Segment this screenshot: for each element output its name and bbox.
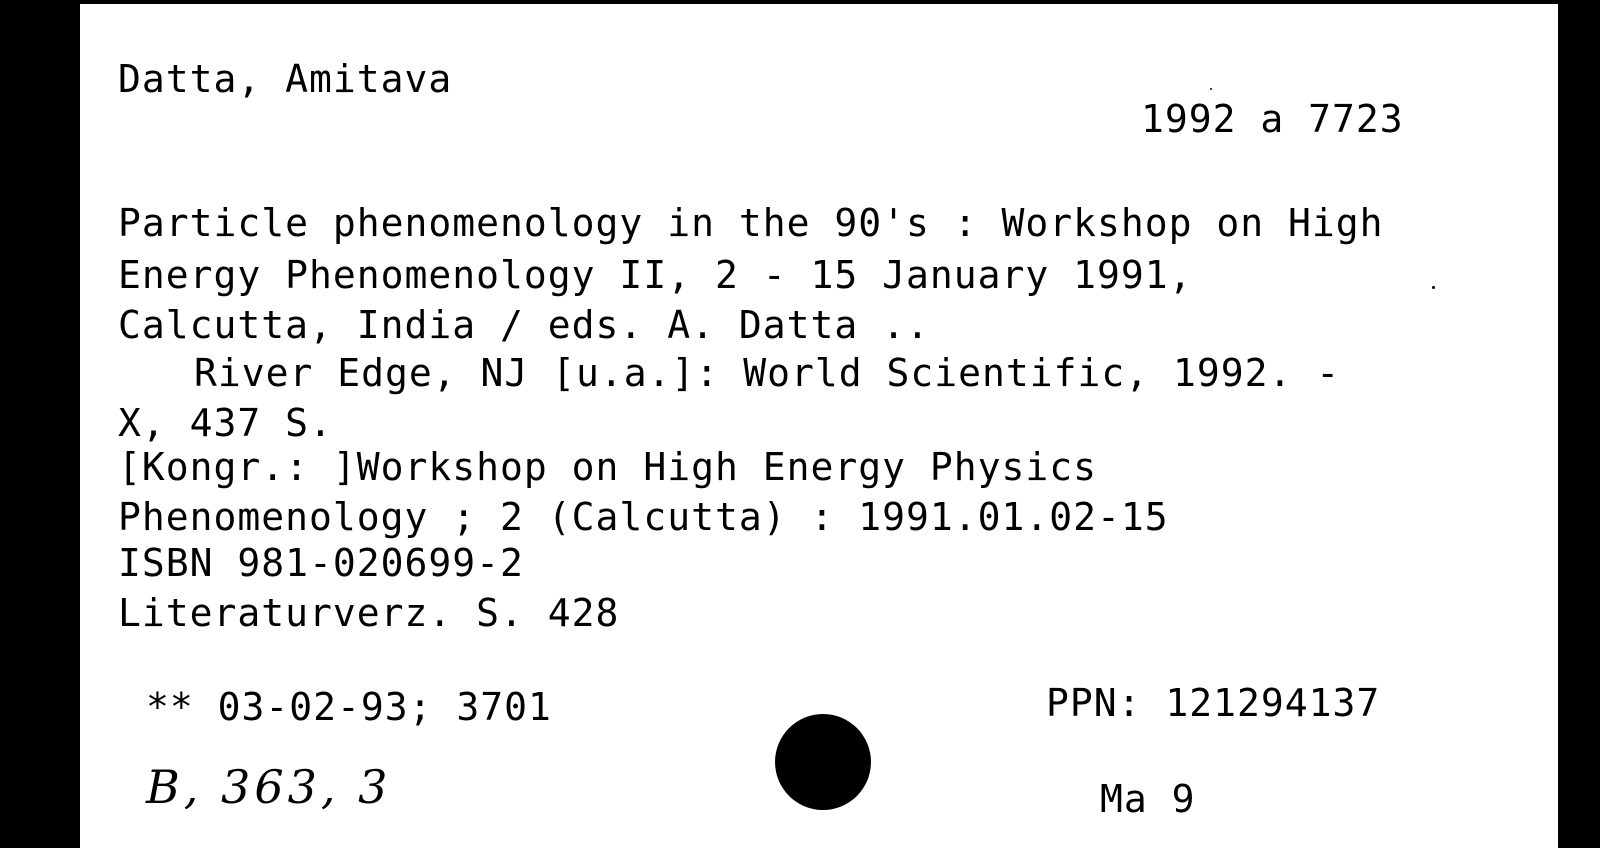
- imprint-line: River Edge, NJ [u.a.]: World Scientific, 1992. -: [194, 351, 1341, 395]
- accession-line: ** 03-02-93; 3701: [146, 685, 552, 729]
- conference-line-2: Phenomenology ; 2 (Calcutta) : 1991.01.02-15: [118, 495, 1169, 539]
- conference-line-1: [Kongr.: ]Workshop on High Energy Physics: [118, 445, 1097, 489]
- speck-mark: [1432, 286, 1435, 289]
- handwritten-call-number: B, 363, 3: [146, 760, 392, 814]
- isbn-line: ISBN 981-020699-2: [118, 541, 524, 585]
- ppn-line: PPN: 121294137: [1046, 681, 1381, 725]
- location-code: Ma 9: [1100, 777, 1196, 821]
- title-line-1: Particle phenomenology in the 90's : Workshop on High: [118, 201, 1384, 245]
- note-line: Literaturverz. S. 428: [118, 591, 620, 635]
- title-line-3: Calcutta, India / eds. A. Datta ..: [118, 303, 930, 347]
- collation-line: X, 437 S.: [118, 401, 333, 445]
- punch-hole: [775, 714, 871, 810]
- catalog-card: [80, 4, 1562, 848]
- title-line-2: Energy Phenomenology II, 2 - 15 January 1991,: [118, 253, 1193, 297]
- speck-mark: [1210, 88, 1212, 90]
- author-line: Datta, Amitava: [118, 57, 453, 101]
- shelfmark: 1992 a 7723: [1141, 97, 1404, 141]
